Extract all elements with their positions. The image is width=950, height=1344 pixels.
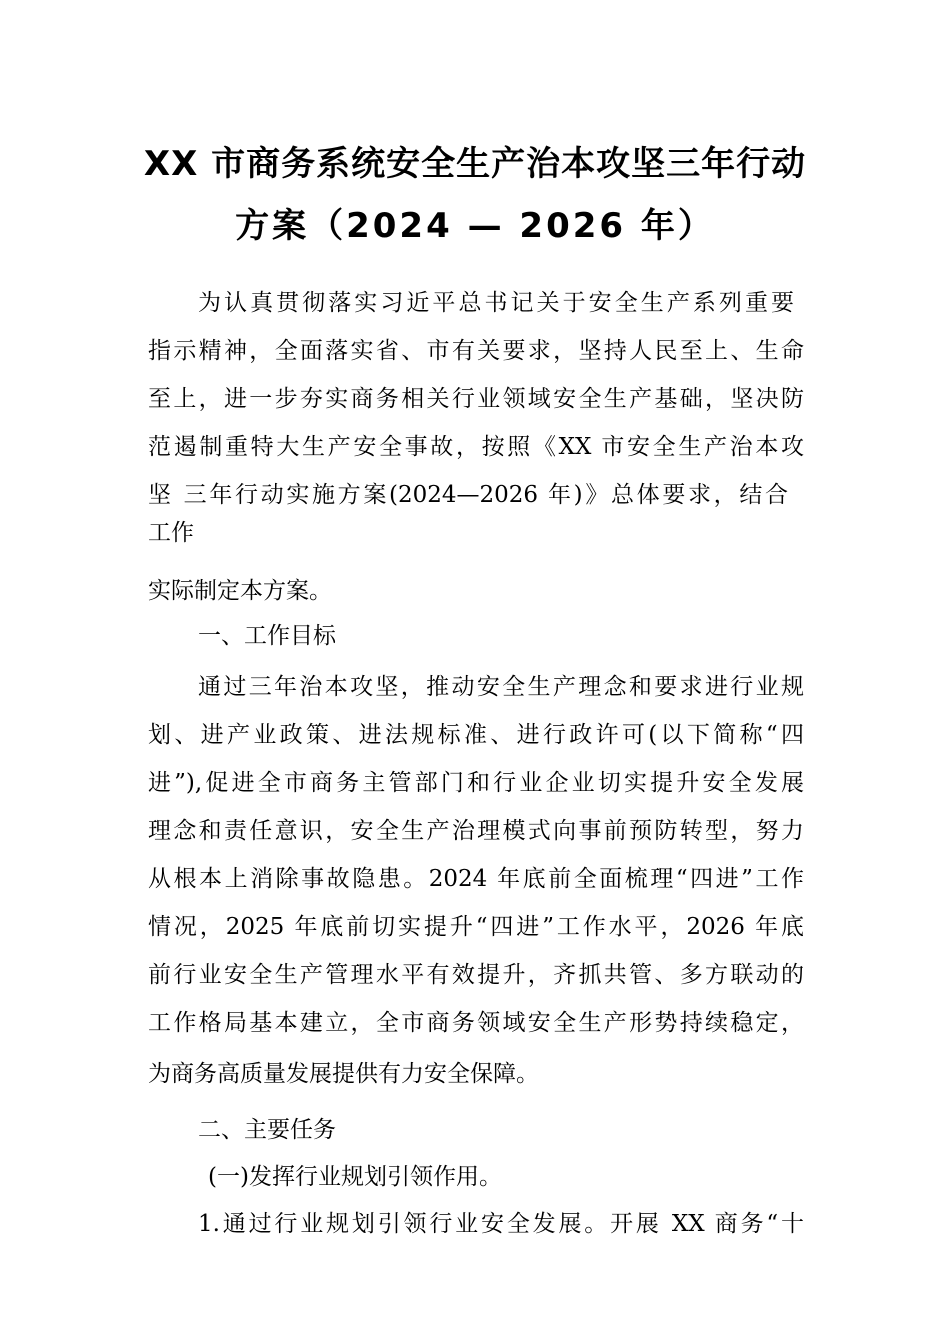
section-1-line-2: 划、进产业政策、进法规标准、进行政许可(以下简称“四 xyxy=(148,722,804,748)
section-2-heading: 二、主要任务 xyxy=(198,1117,336,1143)
section-2-subheading-1: (一)发挥行业规划引领作用。 xyxy=(208,1164,502,1190)
intro-line-5: 坚 三年行动实施方案(2024—2026 年)》总体要求，结合 xyxy=(148,482,788,508)
intro-line-7: 实际制定本方案。 xyxy=(148,578,332,604)
section-1-line-8: 工作格局基本建立，全市商务领域安全生产形势持续稳定， xyxy=(148,1010,804,1036)
section-1-heading: 一、工作目标 xyxy=(198,623,336,649)
section-1-line-1: 通过三年治本攻坚，推动安全生产理念和要求进行业规 xyxy=(198,674,804,700)
section-1-line-6: 情况，2025 年底前切实提升“四进”工作水平，2026 年底 xyxy=(148,914,804,940)
intro-line-3: 至上，进一步夯实商务相关行业领域安全生产基础，坚决防 xyxy=(148,386,804,412)
intro-line-4: 范遏制重特大生产安全事故，按照《XX 市安全生产治本攻 xyxy=(148,434,804,460)
intro-line-1: 为认真贯彻落实习近平总书记关于安全生产系列重要 xyxy=(198,290,794,316)
section-1-line-9: 为商务高质量发展提供有力安全保障。 xyxy=(148,1061,539,1087)
document-title-line-2: 方案（2024 — 2026 年） xyxy=(235,206,715,246)
section-1-line-7: 前行业安全生产管理水平有效提升，齐抓共管、多方联动的 xyxy=(148,962,804,988)
section-1-line-3: 进”),促进全市商务主管部门和行业企业切实提升安全发展 xyxy=(148,770,804,796)
section-1-line-4: 理念和责任意识，安全生产治理模式向事前预防转型，努力 xyxy=(148,818,804,844)
section-1-line-5: 从根本上消除事故隐患。2024 年底前全面梳理“四进”工作 xyxy=(148,866,804,892)
intro-line-6: 工作 xyxy=(148,520,194,546)
document-title-line-1: XX 市商务系统安全生产治本攻坚三年行动 xyxy=(143,144,807,184)
section-2-item-1: 1.通过行业规划引领行业安全发展。开展 XX 商务“十 xyxy=(198,1211,804,1237)
intro-line-2: 指示精神，全面落实省、市有关要求，坚持人民至上、生命 xyxy=(148,338,804,364)
